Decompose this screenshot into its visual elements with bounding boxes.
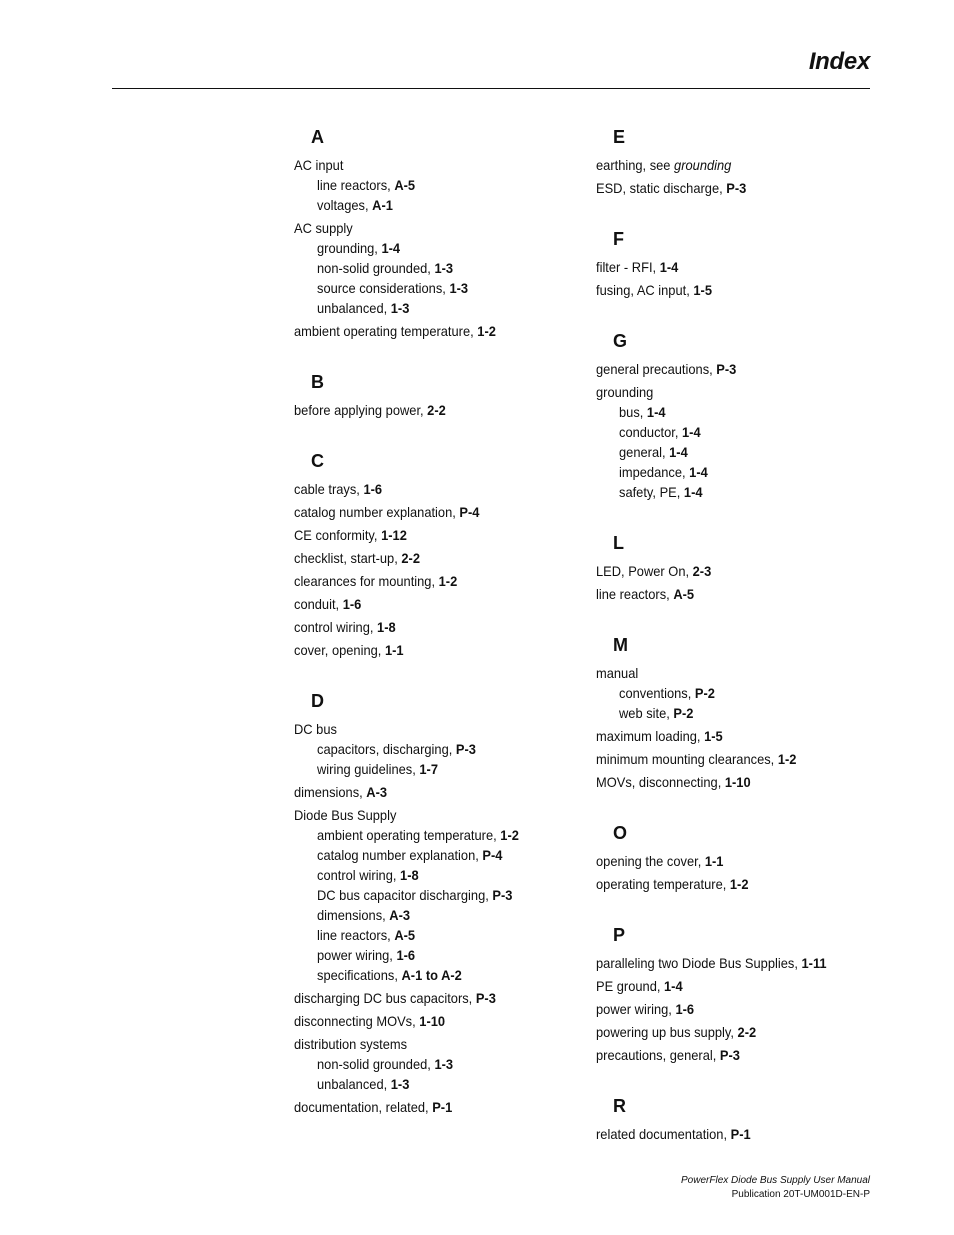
page-reference[interactable]: P-3 xyxy=(455,741,476,757)
index-entry xyxy=(596,874,896,894)
page-title: Index xyxy=(808,48,870,75)
index-entry xyxy=(596,663,896,723)
entry-text: LED, Power On, xyxy=(596,563,693,579)
entry-text: discharging DC bus capacitors, xyxy=(294,990,476,1006)
index-entry xyxy=(596,749,896,769)
index-column-left xyxy=(294,122,594,1143)
index-entry xyxy=(596,359,896,379)
index-entry-main xyxy=(294,218,570,238)
page-reference[interactable]: 1-3 xyxy=(434,260,454,276)
index-section-c xyxy=(294,446,594,660)
see-reference[interactable]: grounding xyxy=(674,157,732,173)
page-reference[interactable]: A-1 xyxy=(372,197,393,213)
entry-text: wiring guidelines, xyxy=(317,761,420,777)
index-entry-main xyxy=(294,1097,570,1117)
entry-text: precautions, general, xyxy=(596,1047,720,1063)
section-letter: L xyxy=(613,533,624,553)
page-reference[interactable]: 1-3 xyxy=(390,300,410,316)
entry-text: unbalanced, xyxy=(317,300,391,316)
index-subentry xyxy=(294,825,570,845)
entry-text: catalog number explanation, xyxy=(294,504,460,520)
index-entry xyxy=(596,178,896,198)
entry-text: line reactors, xyxy=(596,586,674,602)
page-reference[interactable]: 1-3 xyxy=(449,280,469,296)
page-reference[interactable]: P-3 xyxy=(726,180,747,196)
entry-text: web site, xyxy=(619,705,674,721)
index-entry xyxy=(294,594,594,614)
page-reference[interactable]: A-3 xyxy=(366,784,388,800)
page-reference[interactable]: 1-3 xyxy=(434,1056,454,1072)
page-reference[interactable]: 1-4 xyxy=(664,978,683,994)
index-subentry xyxy=(596,462,872,482)
entry-text: minimum mounting clearances, xyxy=(596,751,778,767)
entry-text: source considerations, xyxy=(317,280,450,296)
index-entry xyxy=(596,584,896,604)
entry-text: power wiring, xyxy=(317,947,397,963)
index-entry xyxy=(596,1124,896,1144)
page-reference[interactable]: 1-12 xyxy=(381,527,407,543)
entry-text: before applying power, xyxy=(294,402,428,418)
index-entry xyxy=(294,155,594,215)
page-reference[interactable]: 1-8 xyxy=(400,867,419,883)
index-entry-main xyxy=(596,851,872,871)
index-entry xyxy=(294,502,594,522)
page-reference[interactable]: 1-4 xyxy=(689,464,708,480)
entry-text: dimensions, xyxy=(294,784,367,800)
index-section-m xyxy=(596,630,896,792)
entry-text: catalog number explanation, xyxy=(317,847,483,863)
index-entry xyxy=(596,561,896,581)
index-entry xyxy=(294,719,594,779)
index-section-r xyxy=(596,1091,896,1144)
index-subentry xyxy=(596,482,872,502)
index-subentry xyxy=(294,845,570,865)
index-entry-main xyxy=(596,280,872,300)
entry-text: control wiring, xyxy=(317,867,401,883)
page-reference[interactable]: 1-4 xyxy=(659,259,679,275)
index-entry-main xyxy=(596,382,872,402)
page-reference[interactable]: 1-7 xyxy=(419,761,439,777)
entry-text: earthing, see xyxy=(596,157,675,173)
section-letter: B xyxy=(311,372,324,392)
footer-publication: Publication 20T-UM001D-EN-P xyxy=(731,1189,870,1200)
section-letter: A xyxy=(311,127,324,147)
index-section-o xyxy=(596,818,896,894)
page-reference[interactable]: P-4 xyxy=(482,847,503,863)
page-reference[interactable]: A-5 xyxy=(394,177,416,193)
index-subentry xyxy=(596,422,872,442)
index-entry-main xyxy=(294,640,570,660)
index-subentry xyxy=(294,905,570,925)
section-letter: E xyxy=(613,127,626,147)
index-entry xyxy=(294,1097,594,1117)
index-entry-main xyxy=(596,359,872,379)
section-letter: C xyxy=(311,451,324,471)
index-section-d xyxy=(294,686,594,1117)
page-reference[interactable]: 1-2 xyxy=(500,827,519,843)
index-entry xyxy=(596,257,896,277)
page-footer xyxy=(681,1174,870,1202)
index-entry xyxy=(294,640,594,660)
entry-text: power wiring, xyxy=(596,1001,676,1017)
entry-text: filter - RFI, xyxy=(596,259,660,275)
page-reference[interactable]: 1-4 xyxy=(683,484,703,500)
entry-text: unbalanced, xyxy=(317,1076,391,1092)
page-reference[interactable]: 2-2 xyxy=(401,550,420,566)
page-reference[interactable]: 1-5 xyxy=(693,282,712,298)
page-reference[interactable]: 1-6 xyxy=(342,596,362,612)
index-subentry xyxy=(294,759,570,779)
index-entry-main xyxy=(294,988,570,1008)
page-reference[interactable]: 1-4 xyxy=(669,444,688,460)
index-subentry xyxy=(294,195,570,215)
entry-text: documentation, related, xyxy=(294,1099,433,1115)
entry-text: maximum loading, xyxy=(596,728,705,744)
page-reference[interactable]: 1-6 xyxy=(675,1001,695,1017)
page-reference[interactable]: 1-4 xyxy=(381,240,401,256)
index-entry-main xyxy=(596,976,872,996)
index-section-e xyxy=(596,122,896,198)
page-reference[interactable]: P-3 xyxy=(492,887,513,903)
index-entry-main xyxy=(596,953,872,973)
index-subentry xyxy=(294,885,570,905)
page-reference[interactable]: P-2 xyxy=(694,685,715,701)
index-entry-main xyxy=(294,571,570,591)
entry-text: line reactors, xyxy=(317,177,395,193)
index-entry-main xyxy=(294,719,570,739)
entry-text: CE conformity, xyxy=(294,527,382,543)
entry-text: fusing, AC input, xyxy=(596,282,694,298)
page-reference[interactable]: P-1 xyxy=(730,1126,751,1142)
entry-text: grounding, xyxy=(317,240,382,256)
index-subentry xyxy=(294,258,570,278)
page-reference[interactable]: P-4 xyxy=(459,504,480,520)
section-letter: O xyxy=(613,823,628,843)
index-entry xyxy=(596,280,896,300)
entry-text: manual xyxy=(596,665,639,681)
index-entry-main xyxy=(294,400,570,420)
index-entry-main xyxy=(596,257,872,277)
index-subentry xyxy=(294,298,570,318)
index-entry-main xyxy=(294,548,570,568)
entry-text: general, xyxy=(619,444,670,460)
entry-text: powering up bus supply, xyxy=(596,1024,738,1040)
section-letter: P xyxy=(613,925,626,945)
index-entry-main xyxy=(596,584,872,604)
index-entry-main xyxy=(596,772,872,792)
index-subentry xyxy=(596,703,872,723)
index-entry-main xyxy=(294,321,570,341)
page-reference[interactable]: P-3 xyxy=(475,990,496,1006)
entry-text: disconnecting MOVs, xyxy=(294,1013,420,1029)
index-entry-main xyxy=(596,999,872,1019)
page-reference[interactable]: 1-10 xyxy=(724,774,751,790)
entry-text: MOVs, disconnecting, xyxy=(596,774,725,790)
index-entry-main xyxy=(596,1022,872,1042)
page-reference[interactable]: 1-5 xyxy=(704,728,723,744)
index-entry xyxy=(596,772,896,792)
entry-text: DC bus xyxy=(294,721,337,737)
index-entry xyxy=(294,988,594,1008)
page-reference[interactable]: 1-11 xyxy=(801,955,827,971)
entry-text: line reactors, xyxy=(317,927,395,943)
index-entry xyxy=(294,1034,594,1094)
index-entry xyxy=(596,382,896,502)
page-reference[interactable]: 2-3 xyxy=(692,563,712,579)
index-entry xyxy=(596,953,896,973)
index-entry xyxy=(294,321,594,341)
index-entry xyxy=(294,400,594,420)
index-entry xyxy=(294,571,594,591)
entry-text: ambient operating temperature, xyxy=(294,323,478,339)
index-subentry xyxy=(294,865,570,885)
index-entry-main xyxy=(596,663,872,683)
entry-text: AC supply xyxy=(294,220,353,236)
entry-text: distribution systems xyxy=(294,1036,408,1052)
page-reference[interactable]: 2-2 xyxy=(737,1024,757,1040)
entry-text: AC input xyxy=(294,157,344,173)
index-entry xyxy=(294,617,594,637)
entry-text: operating temperature, xyxy=(596,876,730,892)
entry-text: PE ground, xyxy=(596,978,665,994)
page-reference[interactable]: 1-1 xyxy=(384,642,404,658)
page-reference[interactable]: P-3 xyxy=(719,1047,740,1063)
index-entry xyxy=(596,851,896,871)
index-entry-main xyxy=(596,1045,872,1065)
index-entry-main xyxy=(596,561,872,581)
index-subentry xyxy=(596,402,872,422)
index-entry xyxy=(596,1045,896,1065)
entry-text: paralleling two Diode Bus Supplies, xyxy=(596,955,802,971)
entry-text: non-solid grounded, xyxy=(317,260,435,276)
index-entry-main xyxy=(596,749,872,769)
entry-text: related documentation, xyxy=(596,1126,731,1142)
index-entry-main xyxy=(294,805,570,825)
page-reference[interactable]: 1-8 xyxy=(377,619,396,635)
entry-text: Diode Bus Supply xyxy=(294,807,397,823)
index-subentry xyxy=(294,278,570,298)
index-entry xyxy=(294,479,594,499)
index-subentry xyxy=(294,945,570,965)
index-entry xyxy=(596,976,896,996)
entry-text: opening the cover, xyxy=(596,853,705,869)
entry-text: dimensions, xyxy=(317,907,390,923)
index-subentry xyxy=(294,1074,570,1094)
index-entry-main xyxy=(596,726,872,746)
entry-text: control wiring, xyxy=(294,619,378,635)
index-subentry xyxy=(294,925,570,945)
index-entry-main xyxy=(596,874,872,894)
entry-text: ambient operating temperature, xyxy=(317,827,501,843)
page-reference[interactable]: 1-4 xyxy=(646,404,666,420)
footer-manual-title: PowerFlex Diode Bus Supply User Manual xyxy=(681,1175,870,1186)
index-entry xyxy=(294,525,594,545)
entry-text: safety, PE, xyxy=(619,484,684,500)
page-reference[interactable]: 1-3 xyxy=(390,1076,410,1092)
index-entry-main xyxy=(596,155,872,175)
index-section-l xyxy=(596,528,896,604)
page-reference[interactable]: P-3 xyxy=(716,361,737,377)
page-reference[interactable]: P-1 xyxy=(432,1099,453,1115)
section-letter: D xyxy=(311,691,324,711)
section-letter: R xyxy=(613,1096,626,1116)
index-entry xyxy=(294,548,594,568)
index-entry-main xyxy=(294,502,570,522)
section-letter: M xyxy=(613,635,628,655)
entry-text: specifications, xyxy=(317,967,402,983)
entry-text: cable trays, xyxy=(294,481,364,497)
index-entry xyxy=(596,155,896,175)
index-entry-main xyxy=(294,782,570,802)
entry-text: conductor, xyxy=(619,424,683,440)
index-entry-main xyxy=(596,178,872,198)
page-reference[interactable]: 1-10 xyxy=(419,1013,446,1029)
index-entry-main xyxy=(294,617,570,637)
page-reference[interactable]: A-5 xyxy=(394,927,416,943)
page-reference[interactable]: 1-2 xyxy=(729,876,749,892)
index-entry xyxy=(596,999,896,1019)
page-reference[interactable]: A-3 xyxy=(389,907,411,923)
page-reference[interactable]: 1-1 xyxy=(704,853,724,869)
entry-text: impedance, xyxy=(619,464,690,480)
entry-text: bus, xyxy=(619,404,647,420)
entry-text: grounding xyxy=(596,384,654,400)
page-reference[interactable]: A-5 xyxy=(673,586,695,602)
page-reference[interactable]: 1-2 xyxy=(777,751,797,767)
page-reference[interactable]: A-1 to A-2 xyxy=(401,967,462,983)
section-letter: F xyxy=(613,229,624,249)
entry-text: conventions, xyxy=(619,685,695,701)
index-subentry xyxy=(596,683,872,703)
page-header xyxy=(112,48,870,89)
entry-text: voltages, xyxy=(317,197,373,213)
index-entry-main xyxy=(294,479,570,499)
index-entry xyxy=(596,726,896,746)
index-subentry xyxy=(294,739,570,759)
index-entry-main xyxy=(294,155,570,175)
index-subentry xyxy=(596,442,872,462)
index-entry xyxy=(596,1022,896,1042)
index-entry-main xyxy=(294,1011,570,1031)
entry-text: capacitors, discharging, xyxy=(317,741,456,757)
index-section-g xyxy=(596,326,896,502)
index-subentry xyxy=(294,238,570,258)
entry-text: checklist, start-up, xyxy=(294,550,402,566)
page-reference[interactable]: 1-2 xyxy=(477,323,496,339)
index-entry xyxy=(294,782,594,802)
entry-text: cover, opening, xyxy=(294,642,385,658)
index-subentry xyxy=(294,965,570,985)
index-section-b xyxy=(294,367,594,420)
index-entry xyxy=(294,1011,594,1031)
entry-text: non-solid grounded, xyxy=(317,1056,435,1072)
page-reference[interactable]: 1-6 xyxy=(396,947,416,963)
index-entry xyxy=(294,805,594,985)
index-subentry xyxy=(294,175,570,195)
index-column-right xyxy=(596,122,896,1170)
index-subentry xyxy=(294,1054,570,1074)
index-entry-main xyxy=(294,1034,570,1054)
page-reference[interactable]: 1-6 xyxy=(363,481,383,497)
entry-text: conduit, xyxy=(294,596,343,612)
entry-text: general precautions, xyxy=(596,361,717,377)
entry-text: DC bus capacitor discharging, xyxy=(317,887,493,903)
index-section-f xyxy=(596,224,896,300)
index-entry xyxy=(294,218,594,318)
index-entry-main xyxy=(294,525,570,545)
section-letter: G xyxy=(613,331,628,351)
page-reference[interactable]: P-2 xyxy=(673,705,694,721)
index-entry-main xyxy=(596,1124,872,1144)
index-entry-main xyxy=(294,594,570,614)
index-section-a xyxy=(294,122,594,341)
index-section-p xyxy=(596,920,896,1065)
page-reference[interactable]: 2-2 xyxy=(427,402,446,418)
page-reference[interactable]: 1-4 xyxy=(682,424,701,440)
entry-text: clearances for mounting, xyxy=(294,573,439,589)
page-reference[interactable]: 1-2 xyxy=(438,573,458,589)
entry-text: ESD, static discharge, xyxy=(596,180,727,196)
